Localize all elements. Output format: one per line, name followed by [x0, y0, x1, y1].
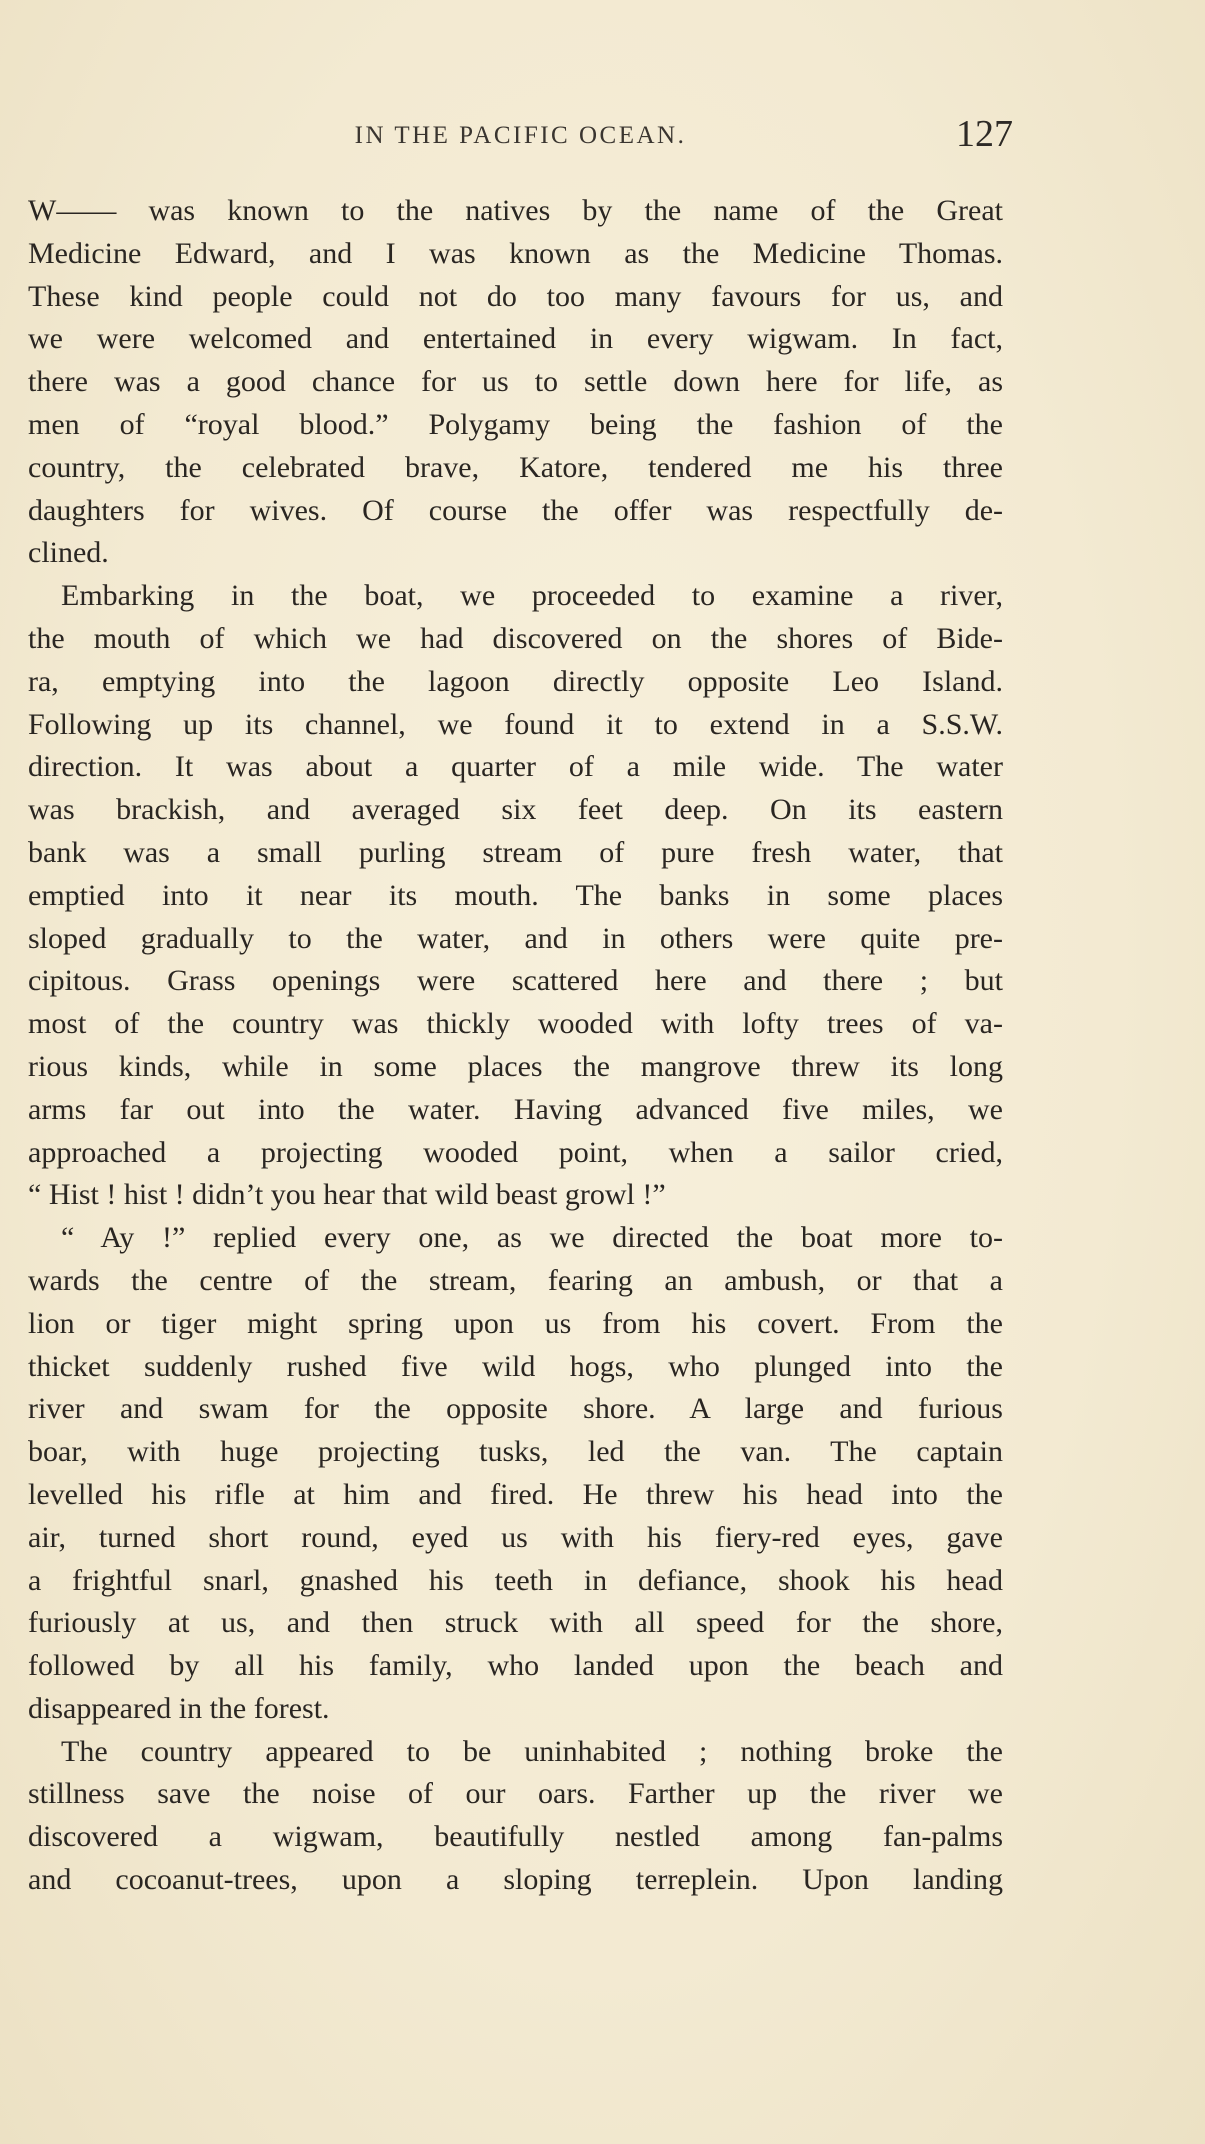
text-line: clined.	[28, 536, 109, 570]
body-text	[28, 190, 1003, 1902]
text-line: wards the centre of the stream, fearing an ambush, or that a	[28, 1263, 1003, 1297]
running-title: IN THE PACIFIC OCEAN.	[354, 122, 687, 149]
text-line: sloped gradually to the water, and in others were quite pre-	[28, 921, 1003, 955]
text-line: we were welcomed and entertained in every wigwam. In fact,	[28, 322, 1003, 356]
text-line: levelled his rifle at him and fired. He threw his head into the	[28, 1477, 1003, 1511]
text-line: rious kinds, while in some places the mangrove threw its long	[28, 1049, 1003, 1083]
text-line: W—— was known to the natives by the name of the Great	[28, 194, 1003, 227]
text-line: discovered a wigwam, beautifully nestled among fan-palms	[28, 1820, 1003, 1854]
text-line: These kind people could not do too many favours for us, and	[28, 279, 1003, 313]
text-line: The country appeared to be uninhabited ; nothing broke the	[61, 1734, 1003, 1768]
text-line: direction. It was about a quarter of a mile wide. The water	[28, 750, 1003, 784]
text-line: was brackish, and averaged six feet deep. On its eastern	[28, 793, 1003, 827]
text-line: stillness save the noise of our oars. Farther up the river we	[28, 1777, 1003, 1811]
text-line: cipitous. Grass openings were scattered here and there ; but	[28, 964, 1003, 998]
text-line: country, the celebrated brave, Katore, tendered me his three	[28, 450, 1003, 484]
text-line: most of the country was thickly wooded with lofty trees of va-	[28, 1007, 1003, 1041]
text-line: “ Ay !” replied every one, as we directed the boat more to-	[61, 1221, 1003, 1255]
text-line: there was a good chance for us to settle down here for life, as	[28, 365, 1003, 399]
text-line: approached a projecting wooded point, when a sailor cried,	[28, 1135, 1003, 1169]
text-line: thicket suddenly rushed five wild hogs, who plunged into the	[28, 1349, 1003, 1383]
text-line: lion or tiger might spring upon us from his covert. From the	[28, 1306, 1003, 1340]
text-line: furiously at us, and then struck with all speed for the shore,	[28, 1606, 1003, 1640]
text-line: river and swam for the opposite shore. A large and furious	[28, 1392, 1003, 1426]
text-line: emptied into it near its mouth. The banks in some places	[28, 878, 1003, 912]
text-line: disappeared in the forest.	[28, 1691, 330, 1725]
text-line: daughters for wives. Of course the offer was respectfully de-	[28, 493, 1003, 527]
text-line: and cocoanut-trees, upon a sloping terreplein. Upon landing	[28, 1863, 1003, 1897]
text-line: Following up its channel, we found it to extend in a S.S.W.	[28, 707, 1003, 741]
text-line: bank was a small purling stream of pure fresh water, that	[28, 835, 1003, 869]
text-line: Medicine Edward, and I was known as the Medicine Thomas.	[28, 236, 1003, 270]
text-line: air, turned short round, eyed us with his fiery-red eyes, gave	[28, 1520, 1003, 1554]
text-line: the mouth of which we had discovered on the shores of Bide-	[28, 621, 1003, 655]
text-line: boar, with huge projecting tusks, led the van. The captain	[28, 1435, 1003, 1469]
page-number: 127	[956, 113, 1013, 155]
text-line: arms far out into the water. Having advanced five miles, we	[28, 1092, 1003, 1126]
text-line: “ Hist ! hist ! didn’t you hear that wild beast growl !”	[28, 1178, 666, 1212]
text-line: followed by all his family, who landed upon the beach and	[28, 1649, 1003, 1683]
text-line: Embarking in the boat, we proceeded to examine a river,	[61, 579, 1003, 613]
text-line: men of “royal blood.” Polygamy being the fashion of the	[28, 407, 1003, 441]
text-line: a frightful snarl, gnashed his teeth in defiance, shook his head	[28, 1563, 1003, 1597]
text-line: ra, emptying into the lagoon directly opposite Leo Island.	[28, 664, 1003, 698]
running-head	[28, 113, 1013, 158]
